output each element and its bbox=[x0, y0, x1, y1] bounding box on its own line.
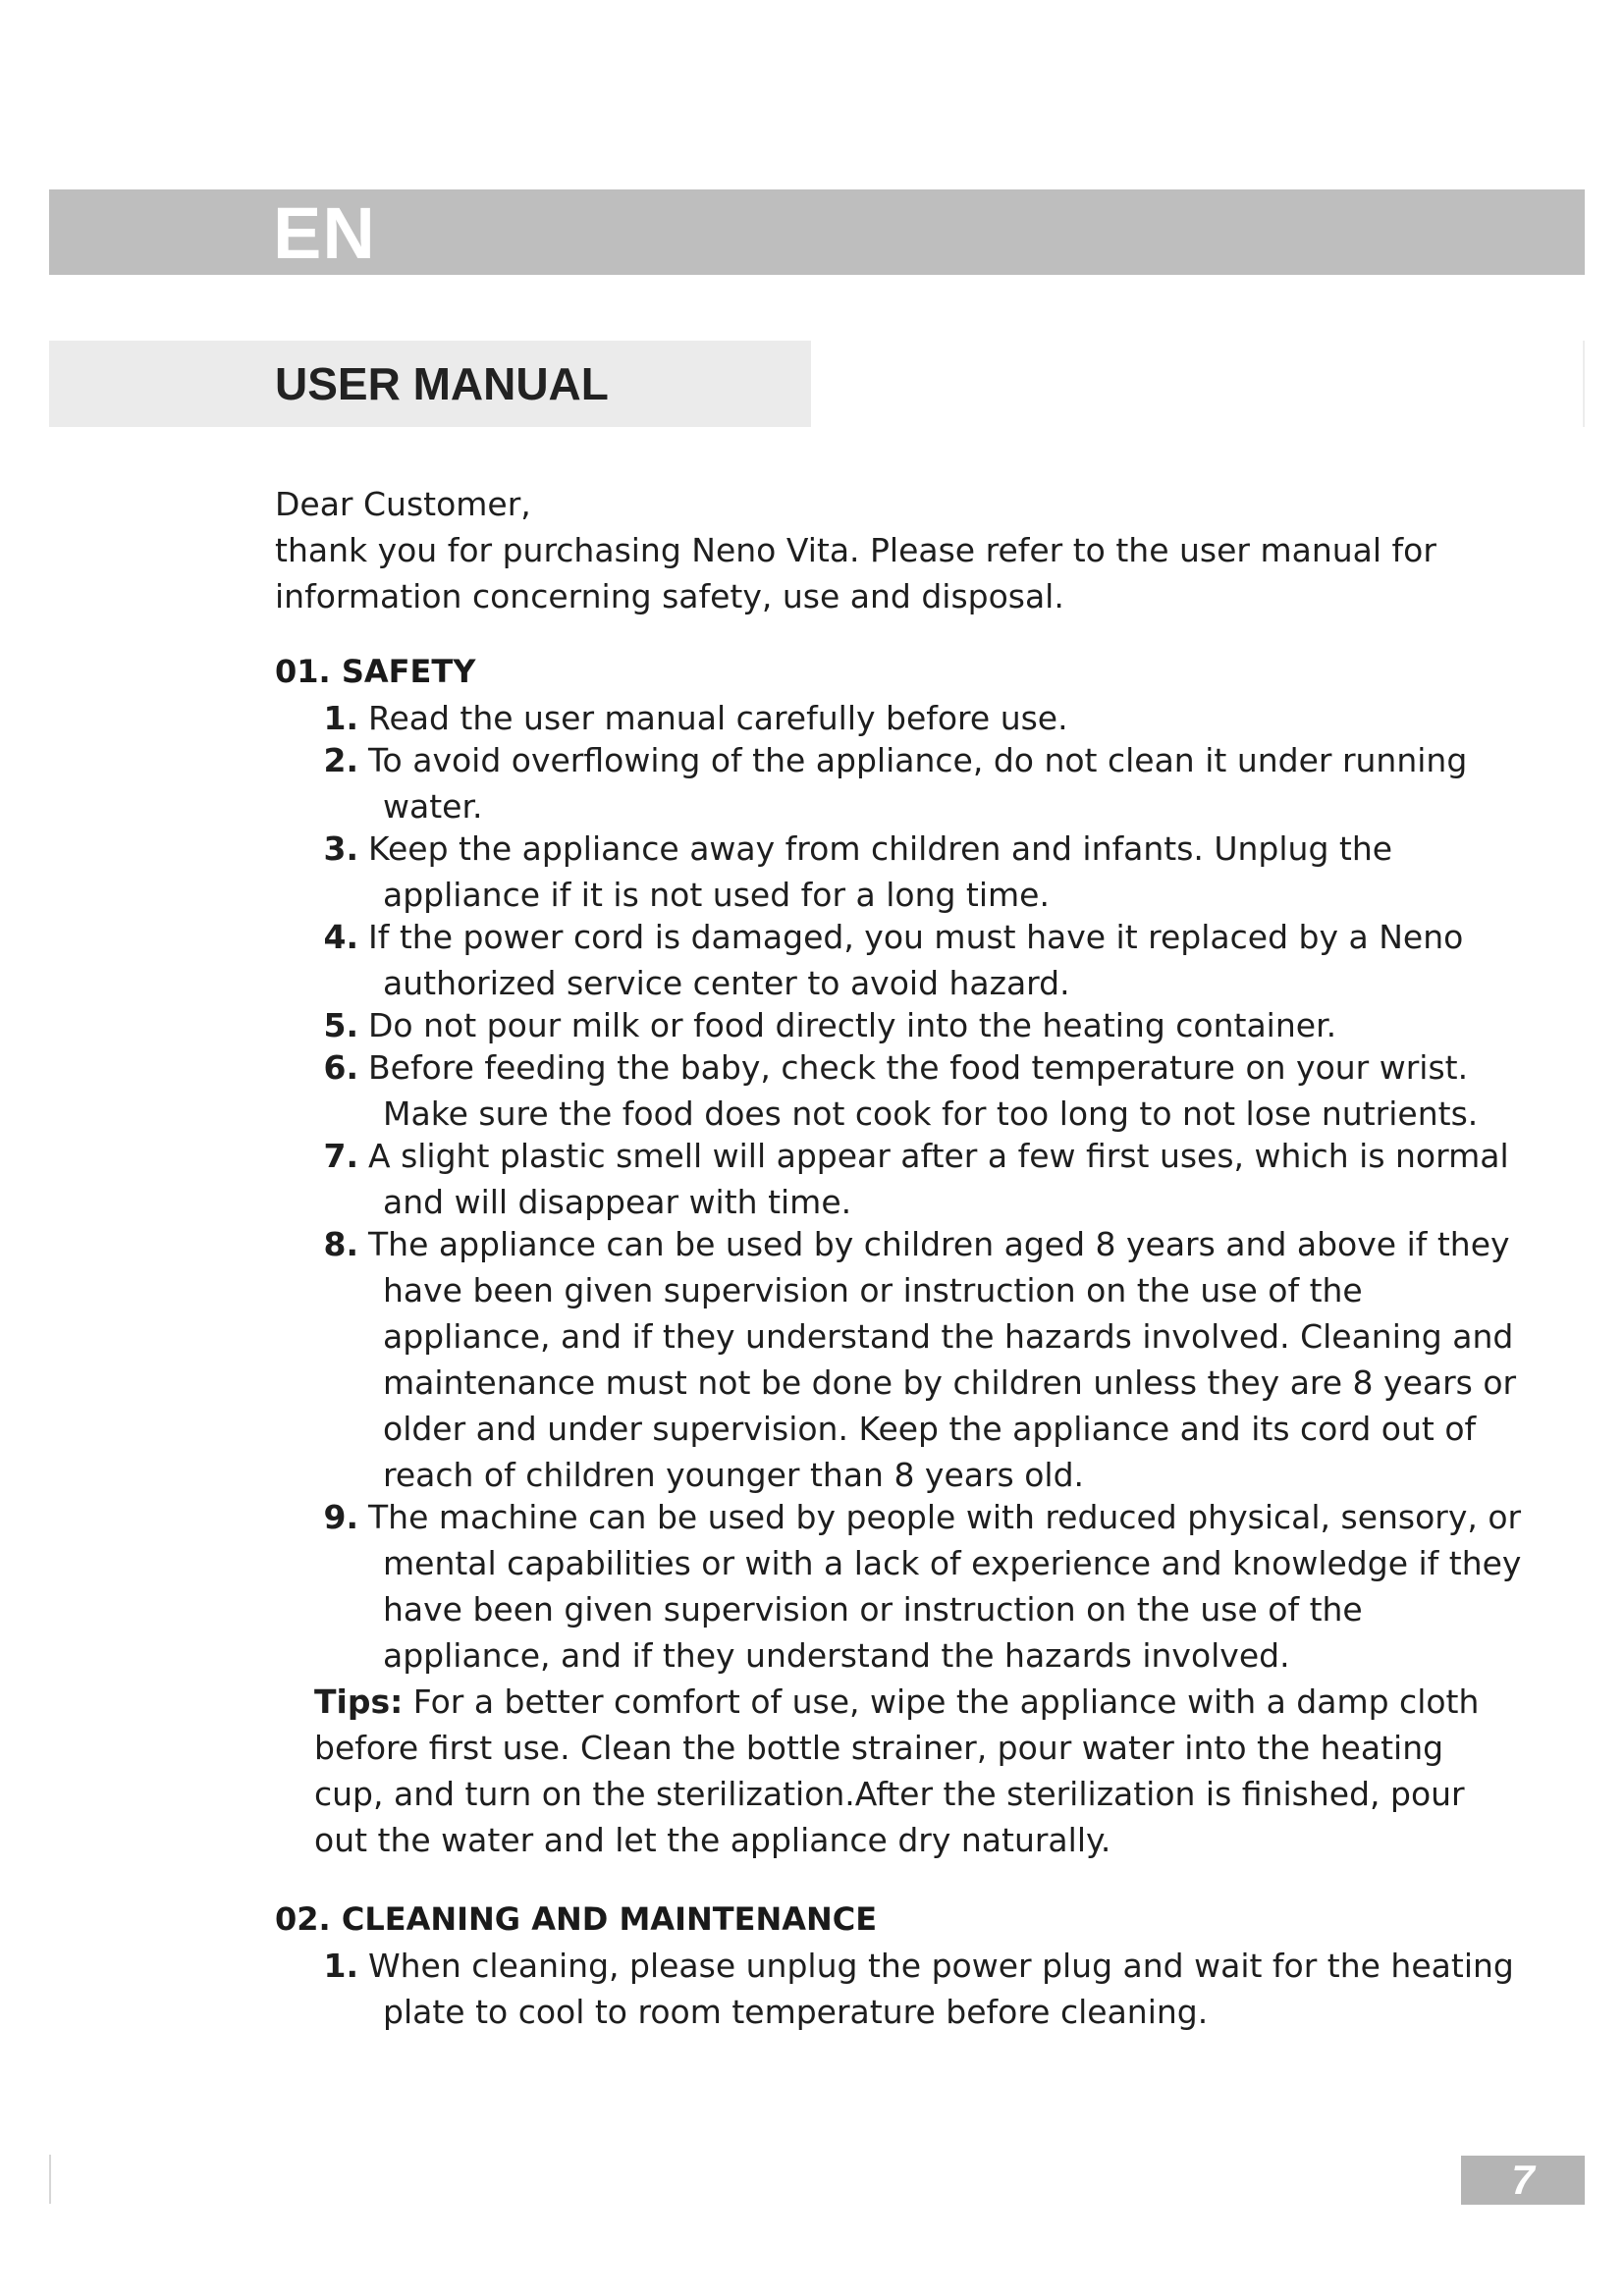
manual-content bbox=[275, 481, 1522, 2035]
salutation: Dear Customer, bbox=[275, 485, 531, 523]
safety-list bbox=[275, 695, 1522, 1679]
list-item bbox=[275, 1494, 1522, 1679]
list-item bbox=[275, 1002, 1522, 1048]
section-title-safety: 01. SAFETY bbox=[275, 653, 476, 690]
list-item bbox=[275, 1221, 1522, 1498]
page-title: USER MANUAL bbox=[275, 358, 609, 409]
page-number: 7 bbox=[1511, 2157, 1535, 2203]
item-text: When cleaning, please unplug the power plug and wait for the heating plate to cool to room temperature before cleaning. bbox=[368, 1947, 1514, 2031]
item-number: 1. bbox=[323, 699, 358, 737]
list-item bbox=[275, 1943, 1522, 2035]
list-item bbox=[275, 695, 1522, 741]
item-number: 4. bbox=[323, 918, 358, 956]
list-item bbox=[275, 1044, 1522, 1137]
item-text: Read the user manual carefully before use. bbox=[368, 699, 1068, 737]
item-number: 2. bbox=[323, 741, 358, 779]
item-text: The appliance can be used by children aged 8 years and above if they have been given supervision or instruction on the use of the appliance, and if they understand the hazards involved. Cleaning and maintenance must not be done by children unless they are 8 years or older and under supervision. Keep the appliance and its cord out of reach of children younger than 8 years old. bbox=[368, 1225, 1517, 1494]
cleaning-list bbox=[275, 1943, 1522, 2035]
item-text: To avoid overflowing of the appliance, do not clean it under running water. bbox=[368, 741, 1468, 826]
tips-label: Tips: bbox=[314, 1682, 404, 1721]
item-number: 6. bbox=[323, 1048, 358, 1087]
page-number-box bbox=[1461, 2156, 1585, 2205]
list-item bbox=[275, 826, 1522, 918]
item-number: 8. bbox=[323, 1225, 358, 1263]
item-text: Keep the appliance away from children and infants. Unplug the appliance if it is not used for a long time. bbox=[368, 829, 1393, 914]
list-item bbox=[275, 1133, 1522, 1225]
intro-paragraph: thank you for purchasing Neno Vita. Please refer to the user manual for information concerning safety, use and disposal. bbox=[275, 531, 1436, 615]
language-code: EN bbox=[273, 192, 376, 274]
item-number: 1. bbox=[323, 1947, 358, 1985]
item-text: Do not pour milk or food directly into the heating container. bbox=[368, 1006, 1337, 1044]
footer-divider bbox=[49, 2155, 51, 2204]
section-title-cleaning: 02. CLEANING AND MAINTENANCE bbox=[275, 1900, 878, 1938]
item-number: 7. bbox=[323, 1137, 358, 1175]
greeting bbox=[275, 481, 1522, 619]
title-bar bbox=[49, 341, 811, 427]
tips-paragraph bbox=[314, 1679, 1522, 1863]
item-text: If the power cord is damaged, you must have it replaced by a Neno authorized service center to avoid hazard. bbox=[368, 918, 1464, 1002]
title-bar-edge bbox=[1583, 341, 1585, 427]
item-number: 9. bbox=[323, 1498, 358, 1536]
tips-text: For a better comfort of use, wipe the appliance with a damp cloth before first use. Clean the bottle strainer, pour water into the heating cup, and turn on the sterilization.After the sterilization is finished, pour out the water and let the appliance dry naturally. bbox=[314, 1682, 1480, 1859]
item-text: The machine can be used by people with reduced physical, sensory, or mental capabilities or with a lack of experience and knowledge if they have been given supervision or instruction on the use of the appliance, and if they understand the hazards involved. bbox=[368, 1498, 1522, 1675]
list-item bbox=[275, 737, 1522, 829]
item-text: Before feeding the baby, check the food temperature on your wrist. Make sure the food does not cook for too long to not lose nutrients. bbox=[368, 1048, 1479, 1133]
language-header-bar bbox=[49, 189, 1585, 275]
list-item bbox=[275, 914, 1522, 1006]
item-text: A slight plastic smell will appear after a few first uses, which is normal and will disappear with time. bbox=[368, 1137, 1509, 1221]
item-number: 3. bbox=[323, 829, 358, 868]
item-number: 5. bbox=[323, 1006, 358, 1044]
